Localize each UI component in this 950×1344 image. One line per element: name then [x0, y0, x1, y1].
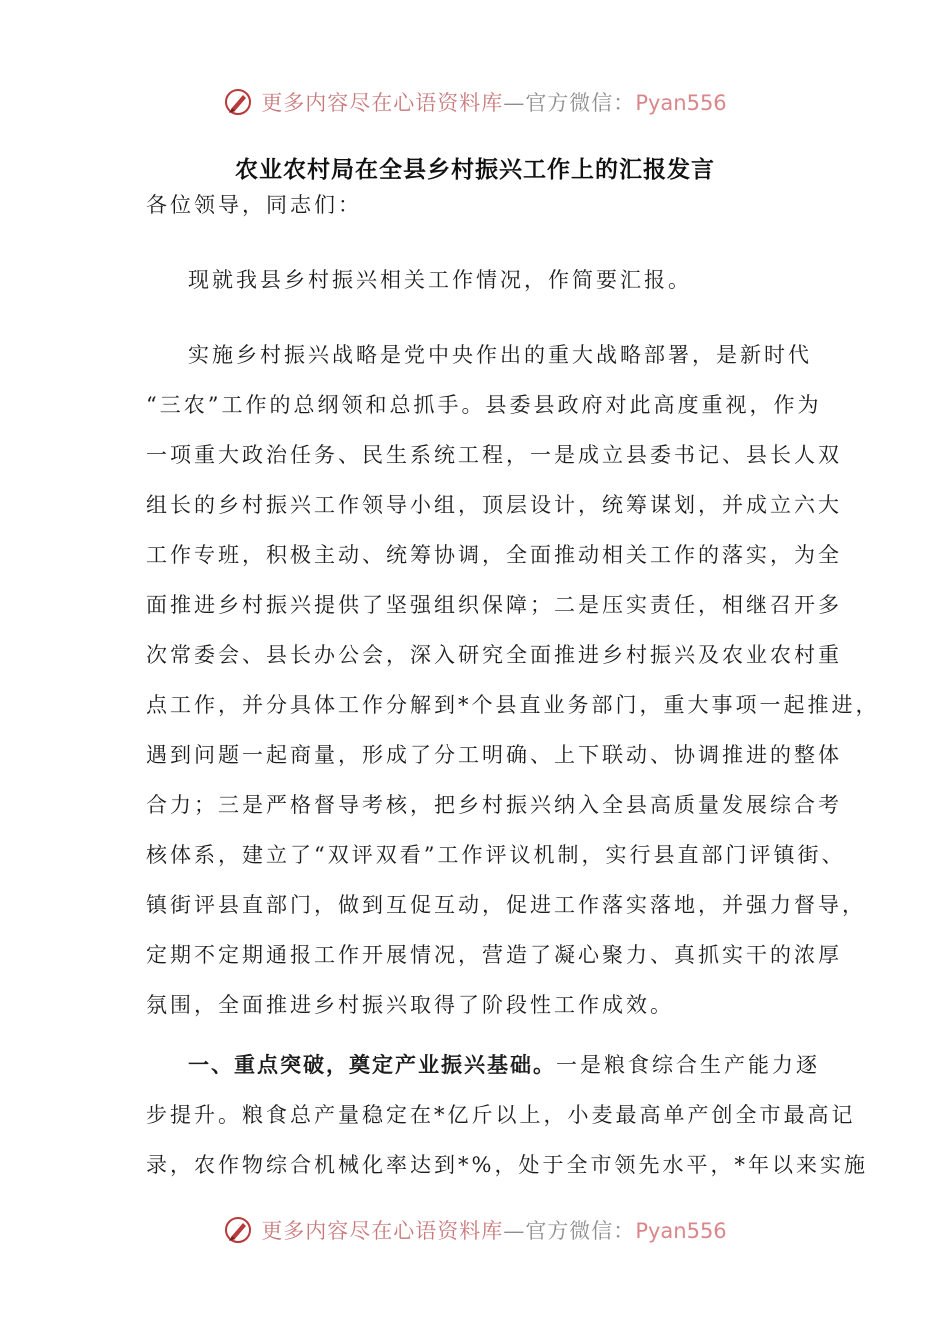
- section-1-paragraph: [146, 1040, 868, 1190]
- greeting: 各位领导，同志们：: [146, 193, 362, 217]
- watermark-site: 更多内容尽在心语资料库: [261, 1219, 504, 1243]
- paragraph-line: “三农”工作的总纲领和总抓手。县委县政府对此高度重视，作为: [146, 393, 822, 417]
- section-1-first-line-rest: 一是粮食综合生产能力逐: [556, 1053, 820, 1077]
- watermark-wechat-id: Pyan556: [635, 1219, 727, 1243]
- paragraph-line: 步提升。粮食总产量稳定在*亿斤以上，小麦最高单产创全市最高记: [146, 1103, 856, 1127]
- paragraph-line: 镇街评县直部门，做到互促互动，促进工作落实落地，并强力督导，: [146, 893, 866, 917]
- watermark-wechat-label: 官方微信：: [525, 91, 636, 115]
- paragraph-line: 工作专班，积极主动、统筹协调，全面推动相关工作的落实，为全: [146, 543, 842, 567]
- watermark-site: 更多内容尽在心语资料库: [261, 91, 504, 115]
- section-1-heading: 一、重点突破，奠定产业振兴基础。: [188, 1053, 556, 1077]
- paragraph-line: 一项重大政治任务、民生系统工程，一是成立县委书记、县长人双: [146, 443, 842, 467]
- paragraph-line: 氛围，全面推进乡村振兴取得了阶段性工作成效。: [146, 993, 674, 1017]
- watermark-separator: —: [503, 91, 526, 115]
- paragraph-line: 组长的乡村振兴工作领导小组，顶层设计，统筹谋划，并成立六大: [146, 493, 842, 517]
- watermark-text: [261, 1215, 726, 1245]
- header-watermark: [0, 82, 950, 122]
- paragraph-line: 合力；三是严格督导考核，把乡村振兴纳入全县高质量发展综合考: [146, 793, 842, 817]
- paragraph-line: 核体系，建立了“双评双看”工作评议机制，实行县直部门评镇街、: [146, 843, 846, 867]
- pen-logo-icon: [223, 1215, 253, 1245]
- paragraph-line: 面推进乡村振兴提供了坚强组织保障；二是压实责任，相继召开多: [146, 593, 842, 617]
- intro-paragraph: 现就我县乡村振兴相关工作情况，作简要汇报。: [188, 268, 692, 292]
- document-title: 农业农村局在全县乡村振兴工作上的汇报发言: [235, 157, 715, 183]
- paragraph-line: 实施乡村振兴战略是党中央作出的重大战略部署，是新时代: [188, 343, 812, 367]
- watermark-wechat-id: Pyan556: [635, 91, 727, 115]
- footer-watermark: [0, 1210, 950, 1250]
- section-1-first-line: [146, 1040, 820, 1090]
- paragraph-line: 定期不定期通报工作开展情况，营造了凝心聚力、真抓实干的浓厚: [146, 943, 842, 967]
- watermark-separator: —: [503, 1219, 526, 1243]
- watermark-wechat-label: 官方微信：: [525, 1219, 636, 1243]
- paragraph-line: 遇到问题一起商量，形成了分工明确、上下联动、协调推进的整体: [146, 743, 842, 767]
- watermark-text: [261, 87, 726, 117]
- overview-paragraph: [146, 330, 880, 1030]
- paragraph-line: 点工作，并分具体工作分解到*个县直业务部门，重大事项一起推进，: [146, 693, 880, 717]
- paragraph-line: 录，农作物综合机械化率达到*%，处于全市领先水平，*年以来实施: [146, 1153, 868, 1177]
- pen-logo-icon: [223, 87, 253, 117]
- paragraph-line: 次常委会、县长办公会，深入研究全面推进乡村振兴及农业农村重: [146, 643, 842, 667]
